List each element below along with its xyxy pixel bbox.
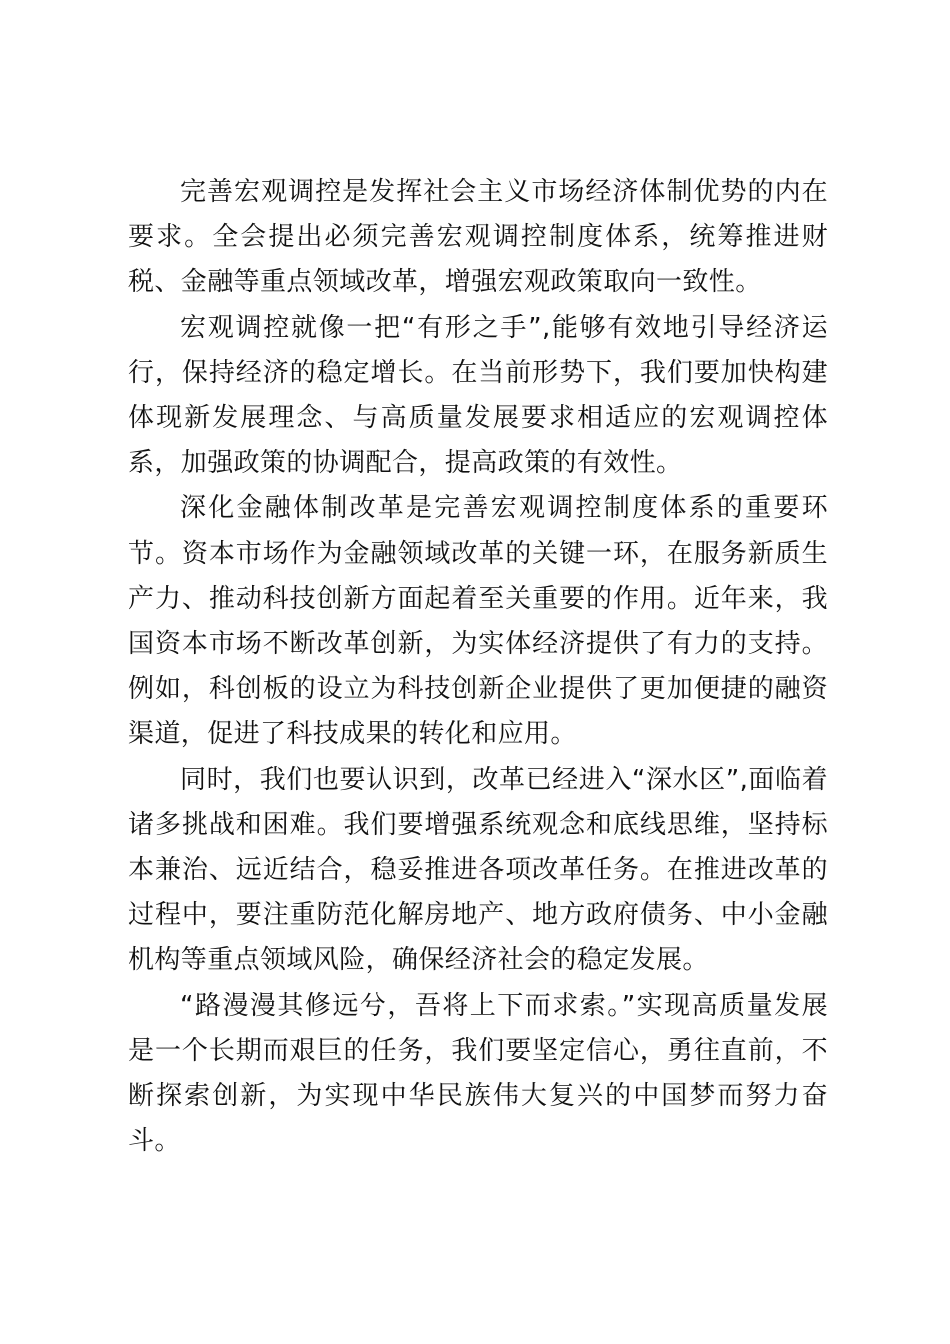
- paragraph-4: 同时，我们也要认识到，改革已经进入“深水区”,面临着诸多挑战和困难。我们要增强系统观念和底线思维，坚持标本兼治、远近结合，稳妥推进各项改革任务。在推进改革的过程中，要注重防范化解房地产、地方政府债务、中小金融机构等重点领域风险，确保经济社会的稳定发展。: [128, 764, 828, 976]
- paragraph-1: 完善宏观调控是发挥社会主义市场经济体制优势的内在要求。全会提出必须完善宏观调控制度体系，统筹推进财税、金融等重点领域改革，增强宏观政策取向一致性。: [128, 177, 828, 298]
- document-body: [128, 170, 828, 1164]
- paragraph-3: 深化金融体制改革是完善宏观调控制度体系的重要环节。资本市场作为金融领域改革的关键一环，在服务新质生产力、推动科技创新方面起着至关重要的作用。近年来，我国资本市场不断改革创新，为实体经济提供了有力的支持。例如，科创板的设立为科技创新企业提供了更加便捷的融资渠道，促进了科技成果的转化和应用。: [128, 493, 828, 750]
- paragraph-2: 宏观调控就像一把“有形之手”,能够有效地引导经济运行，保持经济的稳定增长。在当前形势下，我们要加快构建体现新发展理念、与高质量发展要求相适应的宏观调控体系，加强政策的协调配合，提高政策的有效性。: [128, 312, 828, 479]
- paragraph-5: “路漫漫其修远兮，吾将上下而求索。”实现高质量发展是一个长期而艰巨的任务，我们要坚定信心，勇往直前，不断探索创新，为实现中华民族伟大复兴的中国梦而努力奋斗。: [128, 990, 828, 1157]
